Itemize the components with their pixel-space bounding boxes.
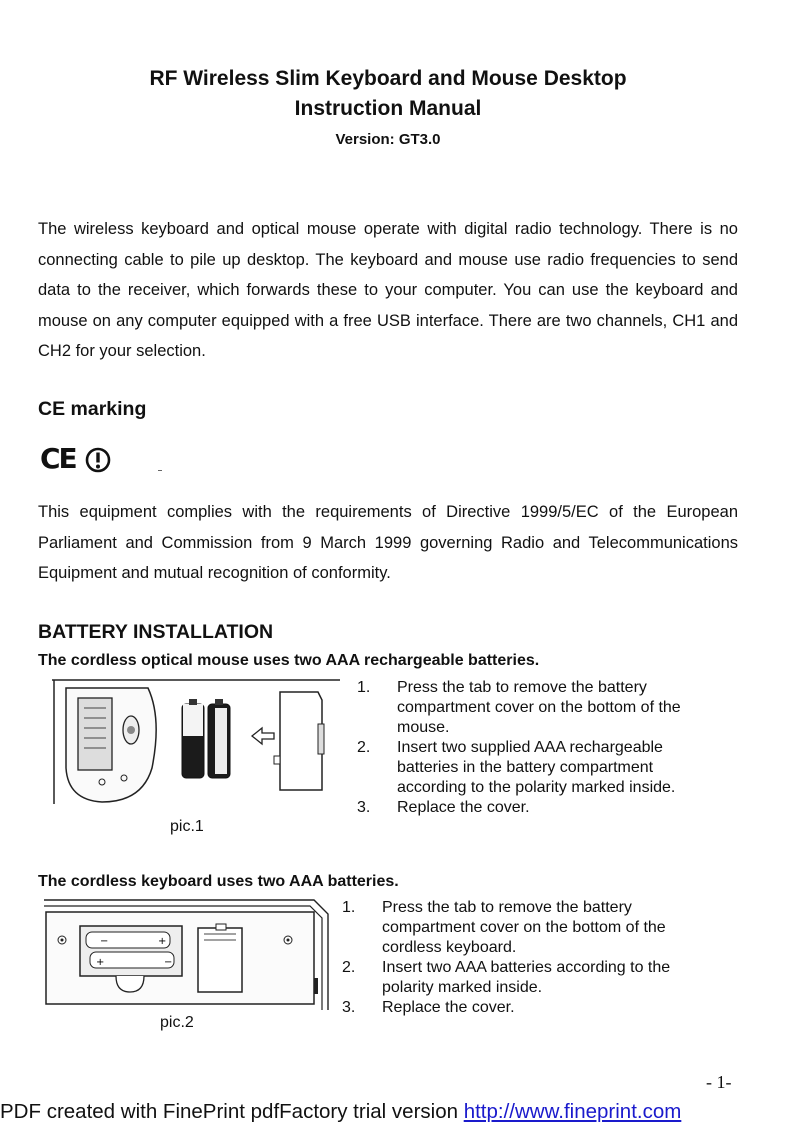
- page-number: - 1-: [706, 1072, 732, 1092]
- mouse-battery-heading: The cordless optical mouse uses two AAA rechargeable batteries.: [38, 652, 540, 669]
- intro-paragraph: The wireless keyboard and optical mouse operate with digital radio technology. There is no connecting cable to pile up desktop. The keyboard and mouse use radio frequencies to send data to the receiver, which forwards these to your computer. You can use the keyboard and mouse on any computer equipped with a free USB interface. There are two channels, CH1 and CH2 for your selection.: [38, 220, 738, 360]
- svg-text:+: +: [96, 957, 105, 968]
- mouse-steps: [357, 678, 717, 818]
- svg-text:−: −: [164, 957, 173, 968]
- mouse-battery-compartment: [78, 698, 112, 770]
- pic2-caption: pic.2: [160, 1014, 194, 1031]
- list-item: 2. Insert two AAA batteries according to the polarity marked inside.: [342, 959, 671, 996]
- keyboard-battery-illustration: [44, 898, 330, 1014]
- title-line-1: RF Wireless Slim Keyboard and Mouse Desktop: [149, 67, 627, 90]
- ce-paragraph: This equipment complies with the requirements of Directive 1999/5/EC of the European Parliament and Commission from 9 March 1999 governing Radio and Telecommunications Equipment and mutual recognition of conformity.: [38, 503, 738, 582]
- insert-arrow: [252, 728, 274, 744]
- title-line-2: Instruction Manual: [294, 97, 482, 120]
- list-item: 1. Press the tab to remove the battery compartment cover on the bottom of the cordless keyboard.: [342, 899, 666, 956]
- keyboard-battery-heading: The cordless keyboard uses two AAA batteries.: [38, 873, 399, 890]
- ce-heading: CE marking: [38, 398, 147, 420]
- alert-icon: [84, 446, 112, 474]
- list-item: 2. Insert two supplied AAA rechargeable batteries in the battery compartment according to the polarity marked inside.: [357, 739, 676, 796]
- list-item: 1. Press the tab to remove the battery compartment cover on the bottom of the mouse.: [357, 679, 681, 736]
- pic1-caption: pic.1: [170, 818, 204, 835]
- version-label: Version: GT3.0: [335, 131, 441, 148]
- fineprint-link[interactable]: http://www.fineprint.com: [463, 1100, 682, 1123]
- battery-cover: [280, 692, 322, 790]
- keyboard-battery-cover: [198, 928, 242, 992]
- list-item: 3. Replace the cover.: [357, 799, 530, 816]
- svg-text:−: −: [100, 936, 109, 947]
- ce-mark: [40, 444, 80, 474]
- svg-text:+: +: [158, 936, 167, 947]
- pdf-footer: [0, 1100, 681, 1124]
- keyboard-steps: [342, 898, 712, 1018]
- footer-text: PDF created with FinePrint pdfFactory trial version: [0, 1100, 464, 1123]
- ce-mark-text: CE: [40, 442, 76, 475]
- ce-divider: [158, 470, 162, 471]
- battery-heading: BATTERY INSTALLATION: [38, 621, 274, 643]
- list-item: 3. Replace the cover.: [342, 999, 515, 1016]
- mouse-battery-illustration: [52, 678, 340, 806]
